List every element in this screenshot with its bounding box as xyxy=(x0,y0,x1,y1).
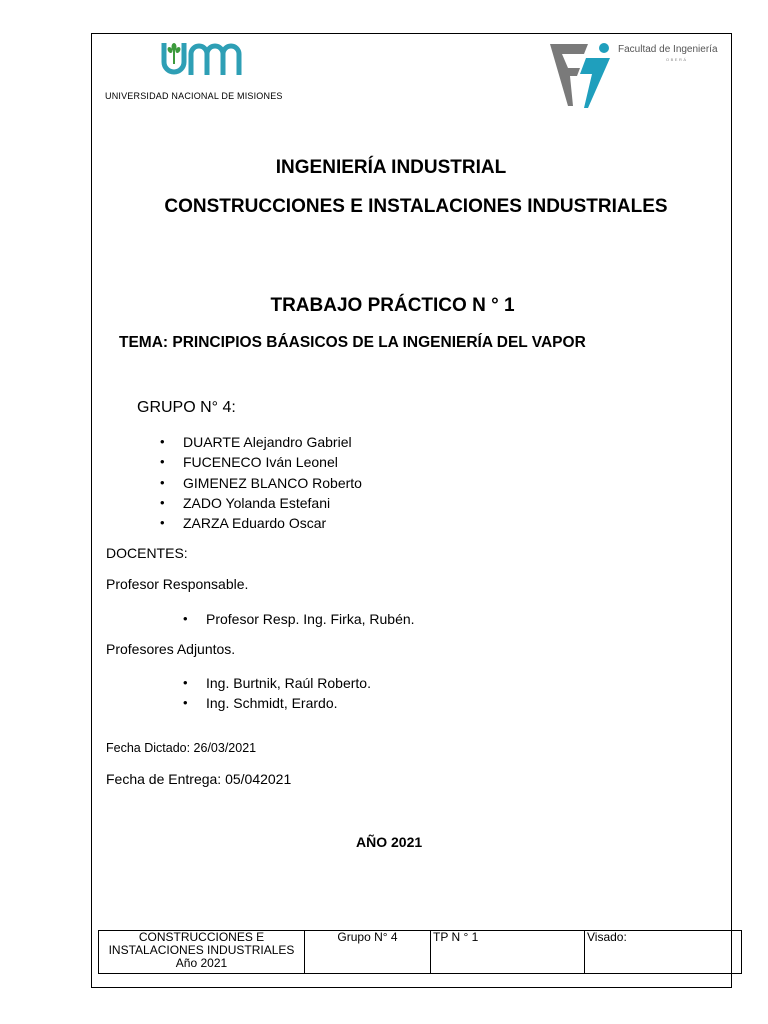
year-label: AÑO 2021 xyxy=(356,834,423,850)
list-item: • Ing. Burtnik, Raúl Roberto. xyxy=(183,673,371,693)
unam-logo xyxy=(159,40,245,78)
svg-text:Facultad de Ingeniería: Facultad de Ingeniería xyxy=(618,44,718,55)
subject-title: CONSTRUCCIONES E INSTALACIONES INDUSTRIALES xyxy=(164,196,668,217)
list-item: • GIMENEZ BLANCO Roberto xyxy=(160,473,362,493)
footer-subject-cell: CONSTRUCCIONES E INSTALACIONES INDUSTRIALES Año 2021 xyxy=(99,931,305,974)
university-name: UNIVERSIDAD NACIONAL DE MISIONES xyxy=(105,91,283,101)
footer-tp-cell: TP N ° 1 xyxy=(431,931,585,974)
svg-text:OBERÁ: OBERÁ xyxy=(666,57,688,62)
fecha-dictado: Fecha Dictado: 26/03/2021 xyxy=(106,741,257,755)
list-item: • DUARTE Alejandro Gabriel xyxy=(160,432,362,452)
member-list xyxy=(160,432,362,533)
profesor-responsable-label: Profesor Responsable. xyxy=(106,576,249,592)
group-label: GRUPO N° 4: xyxy=(137,399,236,416)
adjuntos-list xyxy=(183,673,371,714)
list-item: • Ing. Schmidt, Erardo. xyxy=(183,693,371,713)
profesores-adjuntos-label: Profesores Adjuntos. xyxy=(106,641,236,657)
faculty-logo xyxy=(548,40,723,112)
docentes-label: DOCENTES: xyxy=(106,545,188,561)
tema-title: TEMA: PRINCIPIOS BÁASICOS DE LA INGENIERÍA DEL VAPOR xyxy=(119,334,586,351)
fecha-entrega: Fecha de Entrega: 05/042021 xyxy=(106,771,292,787)
list-item: • Profesor Resp. Ing. Firka, Rubén. xyxy=(183,609,415,629)
footer-table xyxy=(98,930,742,974)
table-row xyxy=(99,931,742,974)
tp-title: TRABAJO PRÁCTICO N ° 1 xyxy=(270,295,515,316)
career-title: INGENIERÍA INDUSTRIAL xyxy=(275,157,507,178)
footer-group-cell: Grupo N° 4 xyxy=(305,931,431,974)
list-item: • ZARZA Eduardo Oscar xyxy=(160,513,362,533)
footer-visado-cell: Visado: xyxy=(585,931,742,974)
list-item: • FUCENECO Iván Leonel xyxy=(160,452,362,472)
list-item: • ZADO Yolanda Estefani xyxy=(160,493,362,513)
responsable-list xyxy=(183,609,415,629)
